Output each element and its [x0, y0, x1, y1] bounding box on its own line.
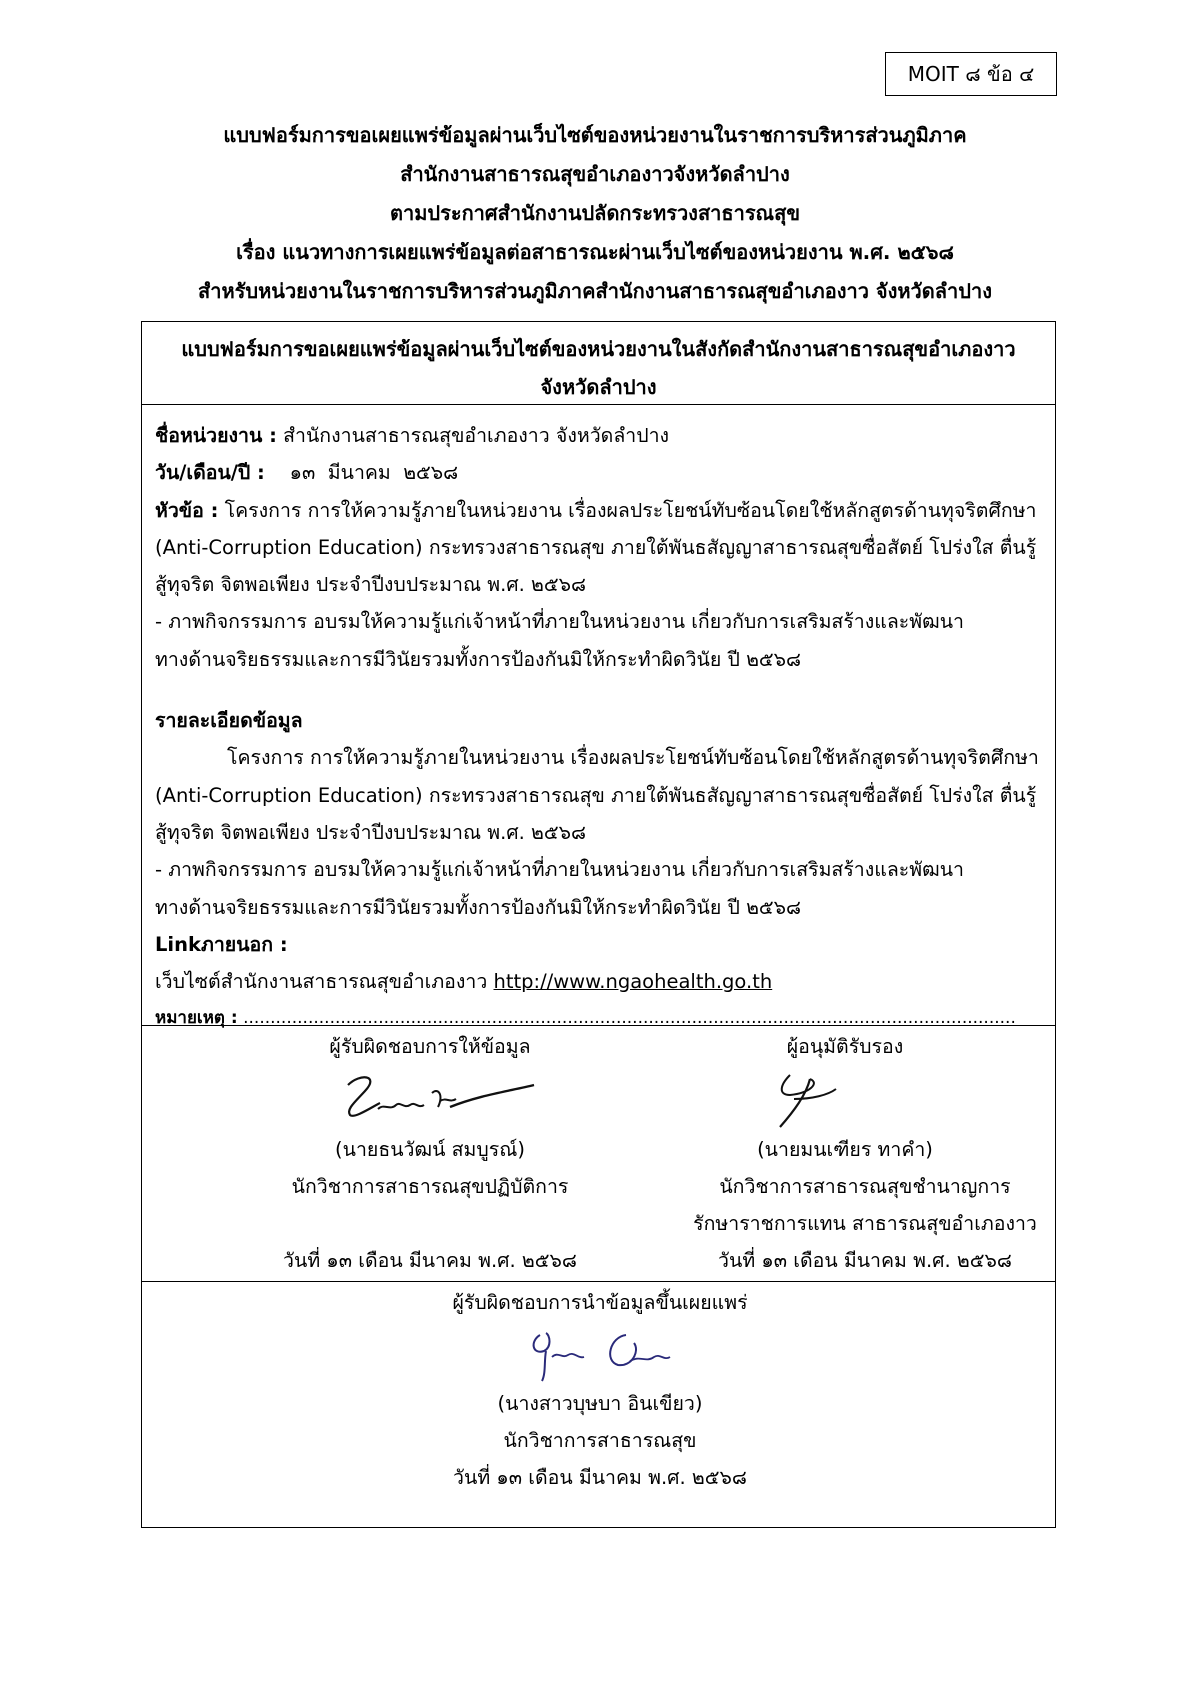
- website-link[interactable]: http://www.ngaohealth.go.th: [493, 970, 773, 994]
- website-row: [155, 963, 1045, 1000]
- header-line-3: ตามประกาศสำนักงานปลัดกระทรวงสาธารณสุข: [389, 201, 800, 225]
- agency-row: [155, 417, 1045, 454]
- signer-bottom-name: (นางสาวบุษบา อินเขียว): [497, 1392, 703, 1415]
- signer-right-name: (นายมนเฑียร ทาคำ): [757, 1138, 933, 1161]
- agency-value: สำนักงานสาธารณสุขอำเภองาว จังหวัดลำปาง: [276, 424, 670, 447]
- details-label: รายละเอียดข้อมูล: [155, 709, 303, 733]
- detail-line-2: (Anti-Corruption Education) กระทรวงสาธารณสุข ภายใต้พันธสัญญาสาธารณสุขซื่อสัตย์ โปร่งใส ตื่นรู้: [155, 783, 1037, 807]
- signer-right-block: [680, 1028, 1050, 1279]
- signer-bottom-block: [380, 1284, 820, 1496]
- signature-right-image: [750, 1065, 930, 1131]
- note-dots: ...............................................................................................................................................: [237, 1008, 1016, 1029]
- date-row: [155, 454, 1045, 491]
- signer-right-date: วันที่ ๑๓ เดือน มีนาคม พ.ศ. ๒๕๖๘: [718, 1249, 1012, 1272]
- signer-left-name: (นายธนวัฒน์ สมบูรณ์): [335, 1138, 525, 1161]
- topic-line-4: - ภาพกิจกรรมการ อบรมให้ความรู้แก่เจ้าหน้าที่ภายในหน่วยงาน เกี่ยวกับการเสริมสร้างและพัฒนา: [155, 610, 965, 634]
- signer-right-acting: รักษาราชการแทน สาธารณสุขอำเภองาว: [693, 1212, 1037, 1235]
- detail-line-1: โครงการ การให้ความรู้ภายในหน่วยงาน เรื่องผลประโยชน์ทับซ้อนโดยใช้หลักสูตรด้านทุจริตศึกษา: [227, 746, 1039, 770]
- signer-bottom-role: ผู้รับผิดชอบการนำข้อมูลขึ้นเผยแพร่: [452, 1291, 748, 1314]
- form-title-line-2: จังหวัดลำปาง: [540, 375, 657, 399]
- signer-left-position: นักวิชาการสาธารณสุขปฏิบัติการ: [291, 1175, 569, 1198]
- signer-bottom-date: วันที่ ๑๓ เดือน มีนาคม พ.ศ. ๒๕๖๘: [453, 1466, 747, 1489]
- form-title-line-1: แบบฟอร์มการขอเผยแพร่ข้อมูลผ่านเว็บไซต์ของหน่วยงานในสังกัดสำนักงานสาธารณสุขอำเภองาว: [181, 337, 1016, 361]
- header-line-1: แบบฟอร์มการขอเผยแพร่ข้อมูลผ่านเว็บไซต์ของหน่วยงานในราชการบริหารส่วนภูมิภาค: [223, 123, 967, 147]
- note-label: หมายเหตุ :: [155, 1008, 238, 1029]
- form-body: [155, 417, 1045, 1038]
- signer-left-role: ผู้รับผิดชอบการให้ข้อมูล: [329, 1035, 531, 1058]
- topic-label: หัวข้อ :: [155, 498, 219, 522]
- signature-bottom-image: [500, 1321, 700, 1385]
- agency-label: ชื่อหน่วยงาน :: [155, 424, 277, 447]
- header-line-2: สำนักงานสาธารณสุขอำเภองาวจังหวัดลำปาง: [400, 162, 790, 186]
- signer-bottom-position: นักวิชาการสาธารณสุข: [503, 1429, 697, 1452]
- divider-publisher: [141, 1281, 1056, 1282]
- signer-right-role: ผู้อนุมัติรับรอง: [786, 1035, 904, 1058]
- form-title: [141, 330, 1056, 406]
- topic-line-5: ทางด้านจริยธรรมและการมีวินัยรวมทั้งการป้องกันมิให้กระทำผิดวินัย ปี ๒๕๖๘: [155, 647, 802, 671]
- signer-left-date: วันที่ ๑๓ เดือน มีนาคม พ.ศ. ๒๕๖๘: [283, 1249, 577, 1272]
- document-header: [0, 116, 1190, 311]
- topic-line-1: โครงการ การให้ความรู้ภายในหน่วยงาน เรื่องผลประโยชน์ทับซ้อนโดยใช้หลักสูตรด้านทุจริตศึกษา: [218, 498, 1037, 522]
- signature-left-image: [320, 1065, 540, 1131]
- topic-line-3: สู้ทุจริต จิตพอเพียง ประจำปีงบประมาณ พ.ศ. ๒๕๖๘: [155, 573, 587, 597]
- detail-line-3: สู้ทุจริต จิตพอเพียง ประจำปีงบประมาณ พ.ศ. ๒๕๖๘: [155, 820, 587, 844]
- detail-line-5: ทางด้านจริยธรรมและการมีวินัยรวมทั้งการป้องกันมิให้กระทำผิดวินัย ปี ๒๕๖๘: [155, 895, 802, 919]
- topic-line-2: (Anti-Corruption Education) กระทรวงสาธารณสุข ภายใต้พันธสัญญาสาธารณสุขซื่อสัตย์ โปร่งใส ตื่นรู้: [155, 535, 1037, 559]
- header-line-4: เรื่อง แนวทางการเผยแพร่ข้อมูลต่อสาธารณะผ่านเว็บไซต์ของหน่วยงาน พ.ศ. ๒๕๖๘: [236, 240, 954, 264]
- signer-right-position: นักวิชาการสาธารณสุขชำนาญการ: [719, 1175, 1011, 1198]
- date-value: ๑๓ มีนาคม ๒๕๖๘: [264, 461, 459, 485]
- topic-row: [155, 492, 1045, 529]
- header-line-5: สำหรับหน่วยงานในราชการบริหารส่วนภูมิภาคสำนักงานสาธารณสุขอำเภองาว จังหวัดลำปาง: [198, 279, 992, 303]
- date-label: วัน/เดือน/ปี :: [155, 461, 265, 485]
- signer-left-block: [230, 1028, 630, 1279]
- link-label: Linkภายนอก :: [155, 932, 288, 956]
- detail-line-4: - ภาพกิจกรรมการ อบรมให้ความรู้แก่เจ้าหน้าที่ภายในหน่วยงาน เกี่ยวกับการเสริมสร้างและพัฒนา: [155, 858, 965, 882]
- moit-reference-box: MOIT ๘ ข้อ ๔: [885, 52, 1057, 96]
- website-text: เว็บไซต์สำนักงานสาธารณสุขอำเภองาว: [155, 970, 494, 994]
